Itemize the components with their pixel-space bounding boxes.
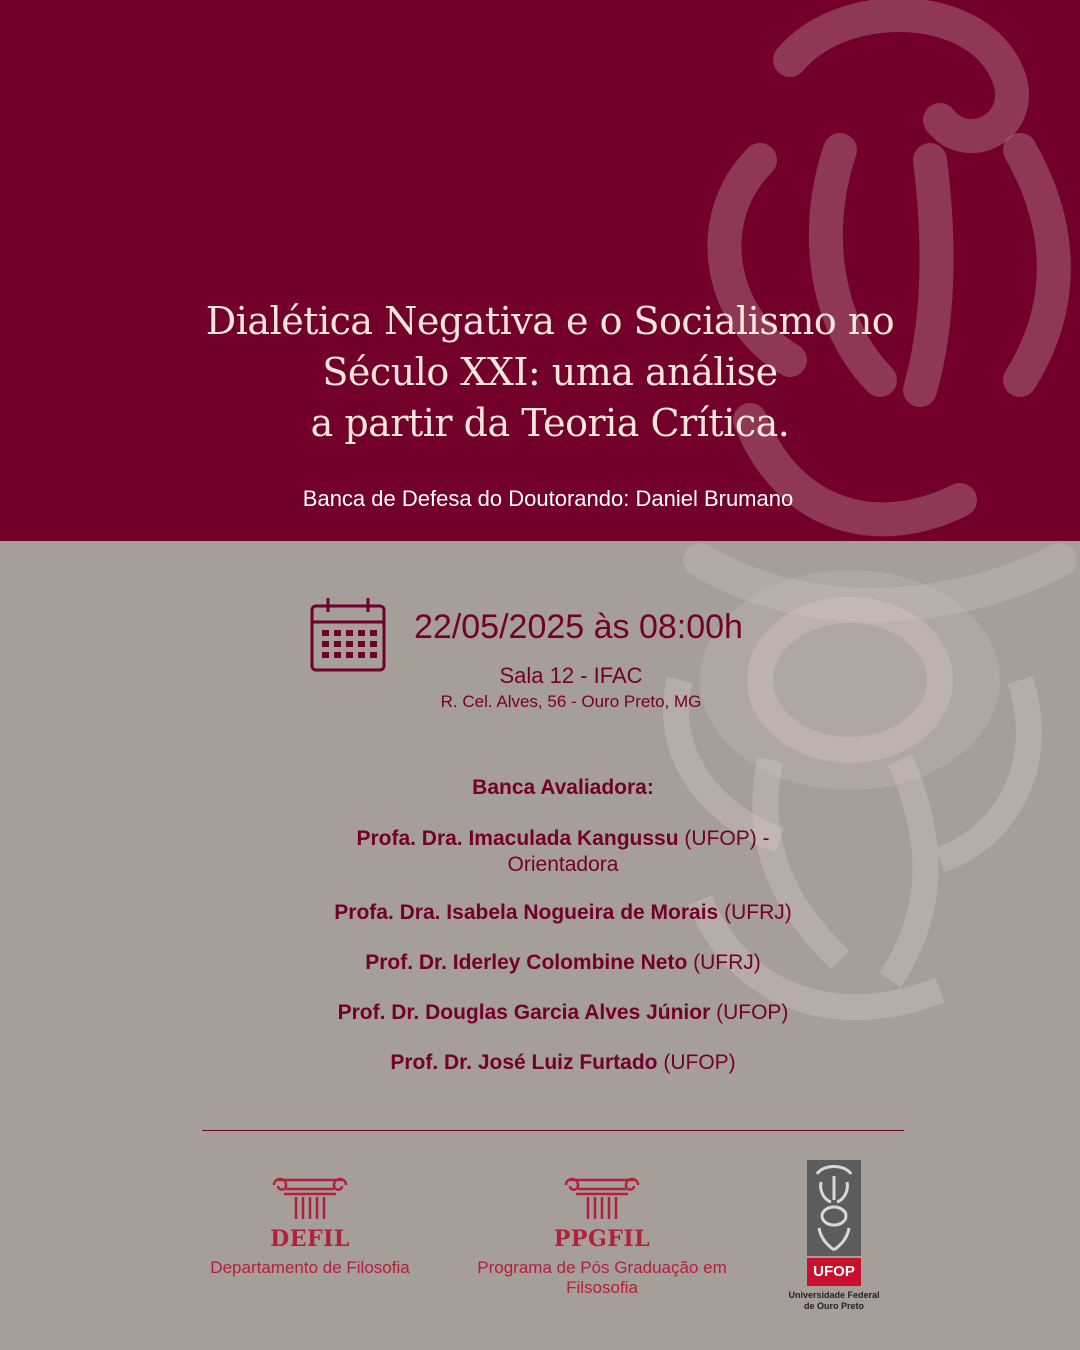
title-line: Século XXI: uma análise (322, 350, 778, 394)
defil-abbr: DEFIL (270, 1226, 350, 1252)
member-role: Orientadora (507, 853, 619, 876)
header-band (0, 0, 1080, 541)
committee-member (0, 826, 1080, 878)
ppgfil-logo (452, 1175, 752, 1298)
column-icon (268, 1175, 352, 1221)
ppgfil-abbr: PPGFIL (553, 1226, 651, 1252)
member-affiliation: (UFRJ) (724, 901, 792, 924)
subtitle: Banca de Defesa do Doutorando: Daniel Brumano (302, 486, 794, 511)
event-room: Sala 12 - IFAC (499, 663, 643, 688)
committee-member (0, 1001, 1080, 1025)
member-name: Prof. Dr. Douglas Garcia Alves Júnior (337, 1001, 711, 1024)
column-icon (556, 1175, 648, 1221)
ppgfil-desc-line: Filsosofia (566, 1278, 638, 1297)
defil-logo (180, 1175, 440, 1278)
ufop-name-line: Universidade Federal (788, 1290, 880, 1300)
page-title (0, 296, 1080, 449)
ufop-logo (776, 1160, 892, 1312)
member-affiliation: (UFOP) (663, 1051, 736, 1074)
committee-member (0, 951, 1080, 975)
member-affiliation: (UFOP) (716, 1001, 789, 1024)
defil-desc: Departamento de Filosofia (210, 1258, 410, 1277)
member-affiliation: (UFOP) - (684, 827, 770, 850)
event-datetime: 22/05/2025 às 08:00h (414, 608, 743, 646)
member-name: Profa. Dra. Isabela Nogueira de Morais (334, 901, 719, 924)
ufop-emblem-icon (807, 1160, 861, 1256)
ppgfil-desc-line: Programa de Pós Graduação em (477, 1258, 727, 1277)
event-address: R. Cel. Alves, 56 - Ouro Preto, MG (440, 692, 702, 711)
member-name: Prof. Dr. José Luiz Furtado (390, 1051, 658, 1074)
committee-member (0, 1051, 1080, 1075)
ufop-abbr: UFOP (807, 1258, 861, 1286)
title-line: Dialética Negativa e o Socialismo no (205, 299, 895, 343)
member-affiliation: (UFRJ) (693, 951, 761, 974)
committee-heading: Banca Avaliadora: (472, 776, 654, 799)
ppgfil-desc (452, 1258, 752, 1298)
ufop-name (776, 1290, 892, 1312)
ufop-name-line: de Ouro Preto (803, 1301, 864, 1311)
committee-member (0, 901, 1080, 925)
member-name: Prof. Dr. Iderley Colombine Neto (365, 951, 688, 974)
member-name: Profa. Dra. Imaculada Kangussu (356, 827, 679, 850)
title-line: a partir da Teoria Crítica. (310, 401, 790, 445)
divider (202, 1130, 904, 1131)
